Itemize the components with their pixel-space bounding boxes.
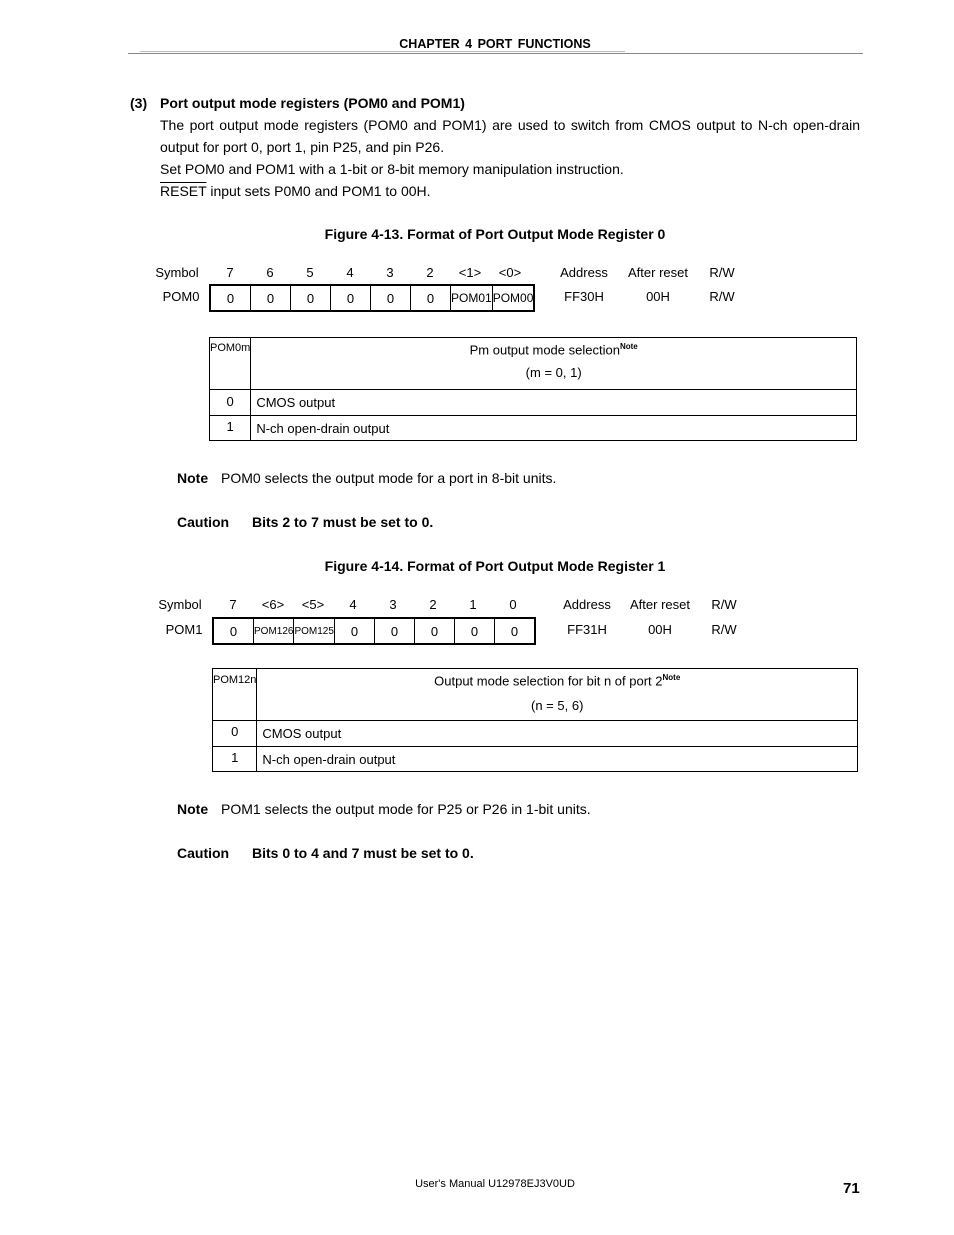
figure-title-4-14: Figure 4-14. Format of Port Output Mode Register 1 <box>324 558 666 574</box>
manual-footer: User's Manual U12978EJ3V0UD <box>415 1178 575 1190</box>
selection-range: (n = 5, 6) <box>531 698 584 714</box>
register-bit-field <box>212 617 536 645</box>
bit-value: 0 <box>210 390 251 416</box>
bit-value: 1 <box>213 747 257 772</box>
section-title: Port output mode registers (POM0 and POM1) <box>160 95 465 111</box>
bit-setting-header <box>213 669 858 721</box>
bit-number-label: 4 <box>349 597 357 612</box>
rw-value: R/W <box>709 289 735 304</box>
figure-title-4-13: Figure 4-13. Format of Port Output Mode Register 0 <box>324 226 666 242</box>
bit-meaning: CMOS output <box>257 721 858 747</box>
bit-number-label: 3 <box>386 265 394 280</box>
page-number: 71 <box>843 1180 860 1197</box>
bit-number-label: 3 <box>389 597 397 612</box>
after-reset-value: 00H <box>646 289 670 304</box>
bit-name-pom126: POM126 <box>254 618 294 644</box>
note-label: Note <box>177 801 209 817</box>
selection-title: Pm output mode selection <box>469 342 620 358</box>
bit-name-pom00: POM00 <box>492 285 534 311</box>
bit-number-label: <5> <box>301 597 325 612</box>
selection-title: Output mode selection for bit n of port 2 <box>434 673 663 689</box>
bit-cell: 0 <box>331 285 371 311</box>
bit-cell: 0 <box>494 618 535 644</box>
bit-cell: 0 <box>371 285 411 311</box>
reset-signal: RESET <box>160 183 207 199</box>
rw-label: R/W <box>709 265 735 280</box>
header-rule <box>128 53 863 54</box>
note-label: Note <box>177 470 209 486</box>
bit-meaning: N-ch open-drain output <box>251 416 857 441</box>
bit-number-label: 0 <box>509 597 517 612</box>
bit-number-label: 7 <box>226 265 234 280</box>
caution-text: Bits 2 to 7 must be set to 0. <box>252 514 434 530</box>
caution-text: Bits 0 to 4 and 7 must be set to 0. <box>252 845 474 861</box>
reset-text: input sets P0M0 and POM1 to 00H. <box>206 183 431 199</box>
bit-cell: 0 <box>334 618 374 644</box>
bit-setting-table <box>209 337 857 441</box>
symbol-label: Symbol <box>155 265 199 280</box>
bit-number-label: 5 <box>306 265 314 280</box>
bit-name-cell: POM12n <box>213 669 257 721</box>
address-value: FF31H <box>567 622 607 637</box>
caution-label: Caution <box>177 845 230 861</box>
bit-cell: 0 <box>213 618 254 644</box>
register-symbol: POM0 <box>162 289 200 304</box>
rw-value: R/W <box>711 622 737 637</box>
bit-cell: 0 <box>251 285 291 311</box>
bit-cell: 0 <box>411 285 451 311</box>
selection-range: (m = 0, 1) <box>525 365 582 381</box>
after-reset-label: After reset <box>630 597 690 612</box>
bit-value: 0 <box>213 721 257 747</box>
bit-number-label: 6 <box>266 265 274 280</box>
note-text: POM0 selects the output mode for a port in 8-bit units. <box>221 470 557 486</box>
table-row <box>213 721 858 747</box>
bit-number-label: <0> <box>498 265 522 280</box>
register-symbol: POM1 <box>165 622 203 637</box>
bit-name-cell: POM0m <box>210 338 251 390</box>
bit-number-label: 2 <box>426 265 434 280</box>
register-bit-field <box>209 284 535 312</box>
bit-number-label: <1> <box>458 265 482 280</box>
bit-number-label: 4 <box>346 265 354 280</box>
note-marker: Note <box>619 342 638 351</box>
bit-name-pom125: POM125 <box>294 618 334 644</box>
section-paragraph-1: The port output mode registers (POM0 and POM1) are used to switch from CMOS output to N-ch open-drain output for port 0, port 1, pin P25, and pin P26. <box>160 117 860 155</box>
address-label: Address <box>560 265 608 280</box>
bit-meaning: N-ch open-drain output <box>257 747 858 772</box>
selection-heading <box>257 669 858 721</box>
bit-number-label: 1 <box>469 597 477 612</box>
bit-number-label: 7 <box>229 597 237 612</box>
note-text: POM1 selects the output mode for P25 or P26 in 1-bit units. <box>221 801 591 817</box>
symbol-label: Symbol <box>158 597 202 612</box>
header-rule-inner <box>140 51 625 52</box>
address-value: FF30H <box>564 289 604 304</box>
bit-setting-table <box>212 668 858 772</box>
bit-cell: 0 <box>374 618 414 644</box>
bit-number-label: 2 <box>429 597 437 612</box>
rw-label: R/W <box>711 597 737 612</box>
caution-label: Caution <box>177 514 230 530</box>
after-reset-value: 00H <box>648 622 672 637</box>
chapter-header: CHAPTER 4 PORT FUNCTIONS <box>399 37 591 51</box>
bit-cell: 0 <box>414 618 454 644</box>
bit-cell: 0 <box>210 285 251 311</box>
after-reset-label: After reset <box>628 265 688 280</box>
bit-meaning: CMOS output <box>251 390 857 416</box>
table-row <box>210 416 857 441</box>
section-paragraph-2: Set POM0 and POM1 with a 1-bit or 8-bit memory manipulation instruction. <box>160 161 624 177</box>
bit-cell: 0 <box>454 618 494 644</box>
bit-value: 1 <box>210 416 251 441</box>
address-label: Address <box>563 597 611 612</box>
bit-number-label: <6> <box>261 597 285 612</box>
table-row <box>210 390 857 416</box>
note-marker: Note <box>662 673 681 682</box>
table-row <box>213 747 858 772</box>
bit-name-pom01: POM01 <box>451 285 493 311</box>
section-paragraph-3 <box>160 180 860 202</box>
bit-cell: 0 <box>291 285 331 311</box>
selection-heading <box>251 338 857 390</box>
bit-setting-header <box>210 338 857 390</box>
section-number: (3) <box>130 95 148 111</box>
